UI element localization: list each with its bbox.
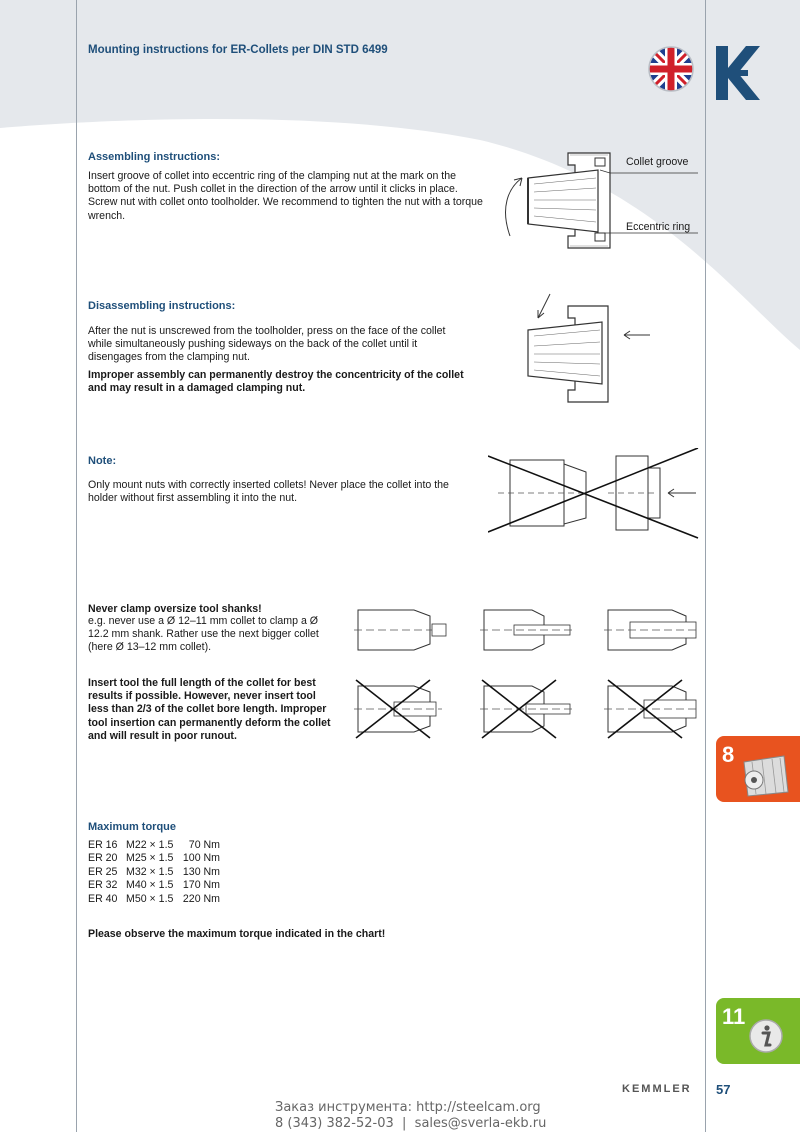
oversize-collets-row <box>354 600 700 660</box>
collet-groove-label: Collet groove <box>626 156 689 168</box>
kemmler-logo-icon <box>714 46 762 100</box>
note-text: Only mount nuts with correctly inserted collets! Never place the collet into the holder without first assembling it into the nut. <box>88 479 449 505</box>
collet-good-3 <box>604 610 700 650</box>
note-wrong-diagram <box>488 448 700 543</box>
chapter-tab-11-number: 11 <box>722 1004 746 1029</box>
contact-line[interactable]: 8 (343) 382-52-03 | sales@sverla-ekb.ru <box>275 1116 547 1131</box>
assembling-text: Insert groove of collet into eccentric ring of the clamping nut at the mark on the bottom of the nut. Push collet in the direction of the arrow until it clicks in place. Screw nut with collet onto toolholder. We recommend to tighten the nut with a torque wrench. <box>88 170 483 222</box>
collet-good-2 <box>480 610 572 650</box>
disassembling-warning: Improper assembly can permanently destroy the concentricity of the collet and may result in a damaged clamping nut. <box>88 369 464 395</box>
disassembling-text: After the nut is unscrewed from the toolholder, press on the face of the collet while simultaneously pushing sideways on the back of the collet until it disengages from the clamping nut. <box>88 325 446 364</box>
table-row: ER 40 M50 × 1.5 220 Nm <box>88 892 220 905</box>
brand-name: KEMMLER <box>622 1083 692 1095</box>
note-heading: Note: <box>88 455 117 467</box>
chapter-tab-8-number: 8 <box>722 742 735 767</box>
torque-observe-note: Please observe the maximum torque indicated in the chart! <box>88 928 386 940</box>
collet-photo-icon <box>738 752 794 798</box>
assembling-heading: Assembling instructions: <box>88 151 221 163</box>
table-row: ER 20 M25 × 1.5 100 Nm <box>88 852 220 865</box>
chapter-tab-8[interactable] <box>716 736 800 802</box>
table-row: ER 16 M22 × 1.5 70 Nm <box>88 839 220 851</box>
collet-good-1 <box>354 610 446 650</box>
oversize-heading: Never clamp oversize tool shanks! <box>88 603 262 615</box>
oversize-text: e.g. never use a Ø 12–11 mm collet to clamp a Ø 12.2 mm shank. Rather use the next bigger collet (here Ø 13–12 mm collet). <box>88 615 319 654</box>
right-margin-line <box>705 0 706 1132</box>
left-margin-line <box>76 0 77 1132</box>
uk-flag-icon <box>648 46 694 92</box>
table-row: ER 25 M32 × 1.5 130 Nm <box>88 865 220 878</box>
disassembly-diagram <box>520 292 660 407</box>
order-link[interactable]: Заказ инструмента: http://steelcam.org <box>275 1100 541 1115</box>
info-icon <box>748 1018 784 1054</box>
insert-wrong-row <box>354 676 700 742</box>
collet-wrong-1 <box>354 680 442 738</box>
page-title: Mounting instructions for ER-Collets per DIN STD 6499 <box>88 44 388 56</box>
page-number: 57 <box>716 1082 731 1097</box>
disassembling-heading: Disassembling instructions: <box>88 300 236 312</box>
collet-wrong-2 <box>480 680 572 738</box>
eccentric-ring-label: Eccentric ring <box>626 221 691 233</box>
collet-wrong-3 <box>604 680 700 738</box>
torque-table <box>88 839 220 906</box>
table-row: ER 32 M40 × 1.5 170 Nm <box>88 879 220 892</box>
torque-heading: Maximum torque <box>88 821 177 833</box>
insert-text: Insert tool the full length of the collet for best results if possible. However, never insert tool less than 2/3 of the collet bore length. Improper tool insertion can permanently deform the collet and will result in poor runout. <box>88 677 331 742</box>
chapter-tab-11[interactable] <box>716 998 800 1064</box>
